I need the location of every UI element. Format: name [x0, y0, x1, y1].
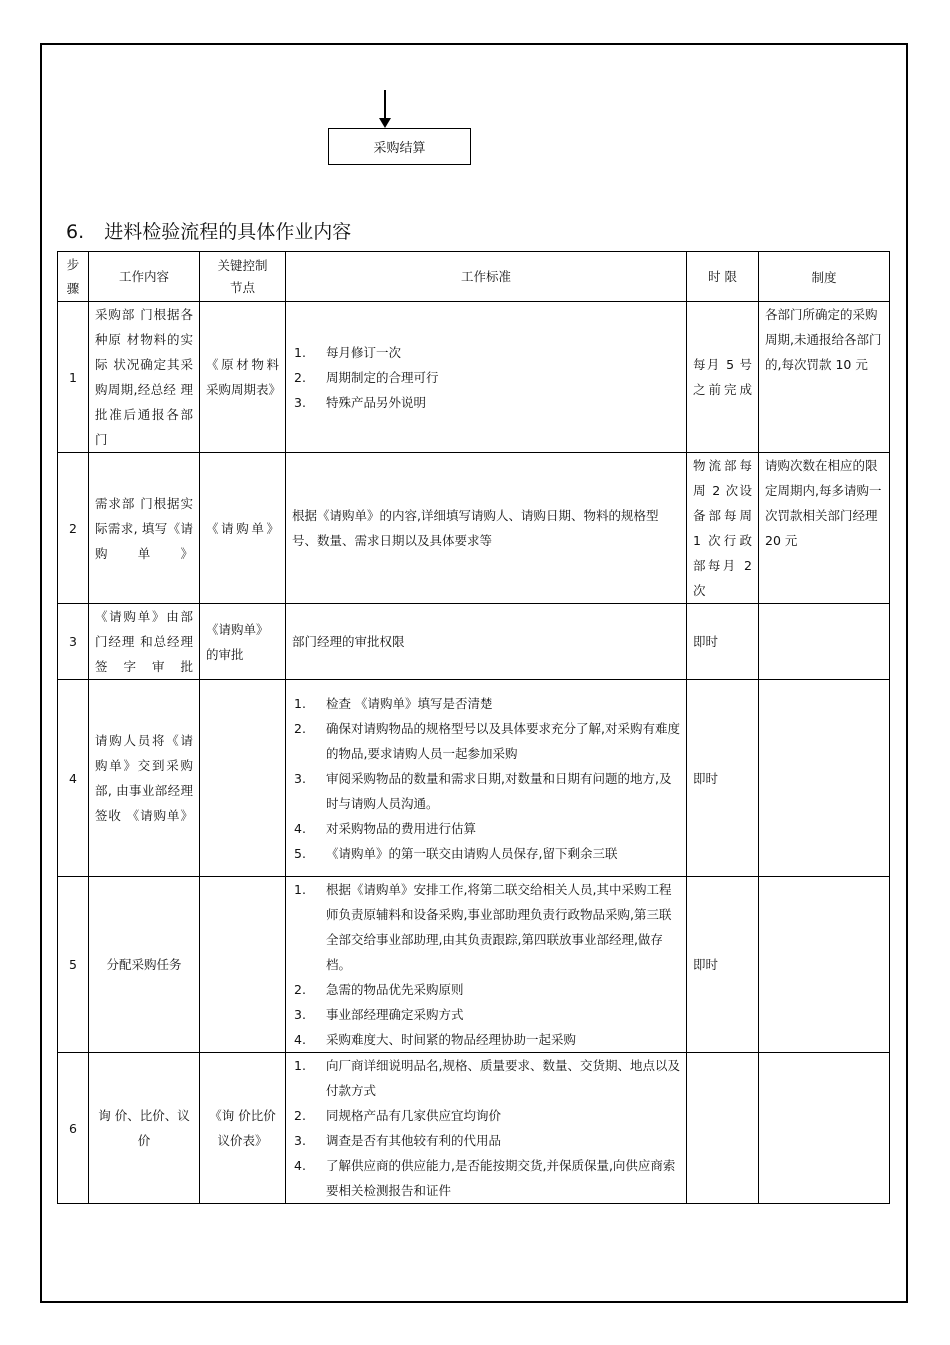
- flow-box-label: 采购结算: [373, 141, 426, 156]
- list-item: 3. 调查是否有其他较有利的代用品: [294, 1133, 502, 1148]
- table-row: [58, 1053, 890, 1204]
- row-step: 1: [58, 302, 89, 453]
- list-item: 1. 检查 《请购单》填写是否清楚: [294, 695, 493, 711]
- table-row: [58, 453, 890, 604]
- row-node: 《询 价比价议价表》: [200, 1053, 286, 1204]
- flow-arrow-head-icon: [379, 118, 391, 128]
- procedure-table: [57, 251, 890, 1204]
- list-item: 4. 对采购物品的费用进行估算: [294, 820, 477, 836]
- row-node: [200, 680, 286, 877]
- list-item: 1. 根据《请购单》安排工作,将第二联交给相关人员,其中采购工程师负责原辅料和设备采购,事业部助理负责行政物品采购,第三联全部交给事业部助理,由其负责跟踪,第四联放事业部经理,做存档。: [294, 882, 672, 972]
- header-content: 工作内容: [89, 252, 200, 302]
- row-content: 请购人员将《请购单》交到采购部, 由事业部经理签收 《请购单》: [89, 680, 200, 877]
- row-rule: 请购次数在相应的限定周期内,每多请购一次罚款相关部门经理 20 元: [759, 453, 890, 604]
- list-item: 1. 向厂商详细说明品名,规格、质量要求、数量、交货期、地点以及付款方式: [294, 1058, 680, 1098]
- row-rule: [759, 680, 890, 877]
- list-item: 3. 特殊产品另外说明: [294, 394, 427, 410]
- list-item: 1. 每月修订一次: [294, 344, 402, 360]
- row-time: [687, 1053, 759, 1204]
- row-time: 即时: [687, 877, 759, 1053]
- row-standard: 根据《请购单》的内容,详细填写请购人、请购日期、物料的规格型号、数量、需求日期以及具体要求等: [286, 453, 687, 604]
- header-rule: 制度: [759, 252, 890, 302]
- row-node: 《原材物料采购周期表》: [200, 302, 286, 453]
- header-node: 关键控制 节点: [200, 252, 286, 302]
- list-item: 3. 事业部经理确定采购方式: [294, 1007, 464, 1022]
- row-standard: [286, 302, 687, 453]
- list-item: 2. 确保对请购物品的规格型号以及具体要求充分了解,对采购有难度的物品,要求请购人员一起参加采购: [294, 720, 680, 761]
- row-time: 每月 5 号之前完成: [687, 302, 759, 453]
- list-item: 3. 审阅采购物品的数量和需求日期,对数量和日期有问题的地方,及时与请购人员沟通。: [294, 770, 672, 811]
- row-time: 即时: [687, 680, 759, 877]
- row-node: 《请购单》的审批: [200, 604, 286, 680]
- row-content: 分配采购任务: [89, 877, 200, 1053]
- table-row: [58, 604, 890, 680]
- header-standard: 工作标准: [286, 252, 687, 302]
- list-item: 4. 采购难度大、时间紧的物品经理协助一起采购: [294, 1032, 577, 1047]
- section-heading: [66, 219, 351, 245]
- row-time: 即时: [687, 604, 759, 680]
- row-rule: [759, 877, 890, 1053]
- row-standard: [286, 877, 687, 1053]
- row-node: [200, 877, 286, 1053]
- list-item: 4. 了解供应商的供应能力,是否能按期交货,并保质保量,向供应商索要相关检测报告和证件: [294, 1158, 676, 1198]
- list-item: 2. 同规格产品有几家供应宜均询价: [294, 1108, 502, 1123]
- row-rule: [759, 1053, 890, 1204]
- row-standard: [286, 680, 687, 877]
- row-node: 《请购单》: [200, 453, 286, 604]
- row-step: 4: [58, 680, 89, 877]
- row-rule: [759, 604, 890, 680]
- header-step: 步 骤: [58, 252, 89, 302]
- row-content: 询 价、比价、议价: [89, 1053, 200, 1204]
- row-content: 需求部 门根据实际需求, 填写《请购单》: [89, 453, 200, 604]
- list-item: 2. 周期制定的合理可行: [294, 369, 439, 385]
- table-row: [58, 680, 890, 877]
- row-standard: 部门经理的审批权限: [286, 604, 687, 680]
- list-item: 2. 急需的物品优先采购原则: [294, 982, 464, 997]
- table-row: [58, 302, 890, 453]
- row-rule: 各部门所确定的采购周期,未通报给各部门的,每次罚款 10 元: [759, 302, 890, 453]
- row-step: 6: [58, 1053, 89, 1204]
- row-step: 2: [58, 453, 89, 604]
- row-content: 采购部 门根据各种原 材物料的实际 状况确定其采购周期,经总经 理批准后通报各部门: [89, 302, 200, 453]
- flow-arrow-line: [384, 90, 386, 120]
- table-row: [58, 877, 890, 1053]
- table-header-row: [58, 252, 890, 302]
- row-step: 3: [58, 604, 89, 680]
- row-standard: [286, 1053, 687, 1204]
- section-number: 6.: [66, 221, 85, 243]
- header-time: 时 限: [687, 252, 759, 302]
- row-content: 《请购单》由部门经理 和总经理签字审批: [89, 604, 200, 680]
- row-step: 5: [58, 877, 89, 1053]
- section-title: 进料检验流程的具体作业内容: [104, 221, 352, 243]
- flow-box-purchase-settlement: [328, 128, 471, 165]
- list-item: 5. 《请购单》的第一联交由请购人员保存,留下剩余三联: [294, 845, 618, 861]
- row-time: 物流部每周 2 次设备部每周 1 次行政部每月 2 次: [687, 453, 759, 604]
